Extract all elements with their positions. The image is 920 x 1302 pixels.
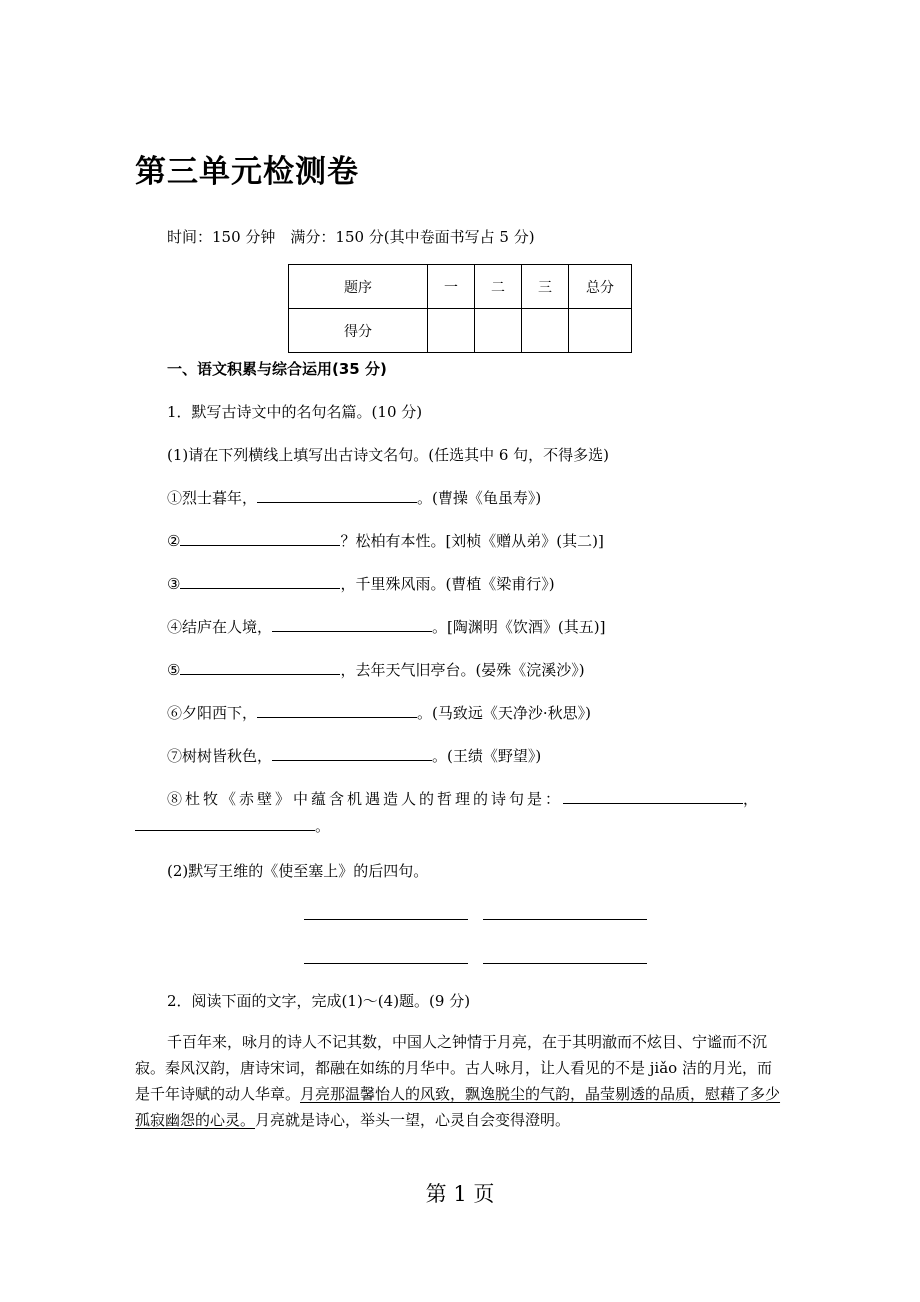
question-2-prompt: 2．阅读下面的文字，完成(1)～(4)题。(9 分) <box>167 992 471 1010</box>
question-1-prompt: 1．默写古诗文中的名句名篇。(10 分) <box>167 403 423 421</box>
answer-blank[interactable] <box>257 487 417 503</box>
answer-blank[interactable] <box>257 702 417 718</box>
question-1-part1-prompt: (1)请在下列横线上填写出古诗文名句。(任选其中 6 句，不得多选) <box>167 446 610 464</box>
table-header-cell: 总分 <box>569 265 632 309</box>
score-cell[interactable] <box>569 309 632 353</box>
list-item: ⑧杜牧《赤壁》中蕴含机遇造人的哲理的诗句是： ， <box>167 790 762 808</box>
list-item: ⑥夕阳西下， 。(马致远《天净沙·秋思》) <box>167 704 591 722</box>
score-cell[interactable] <box>428 309 475 353</box>
table-row <box>289 265 632 309</box>
list-item: ⑦树树皆秋色， 。(王绩《野望》) <box>167 747 542 765</box>
question-1-part2-prompt: (2)默写王维的《使至塞上》的后四句。 <box>167 862 429 880</box>
table-row <box>289 309 632 353</box>
score-table <box>288 264 632 353</box>
underlined-sentence: 月亮那温馨怡人的风致，飘逸脱尘的气韵，晶莹剔透的品质，慰藉了多少孤寂幽怨的心灵。 <box>135 1085 781 1129</box>
answer-blank[interactable] <box>180 530 340 546</box>
list-item: ④结庐在人境， 。[陶渊明《饮酒》(其五)] <box>167 618 606 636</box>
list-item: ③ ，千里殊风雨。(曹植《梁甫行》) <box>167 575 555 593</box>
list-item-continued: 。 <box>135 815 330 836</box>
answer-blank[interactable] <box>272 616 432 632</box>
list-item: ② ？松柏有本性。[刘桢《赠从弟》(其二)] <box>167 532 604 550</box>
list-item: ①烈士暮年， 。(曹操《龟虽寿》) <box>167 489 542 507</box>
answer-blank[interactable] <box>180 659 340 675</box>
page-title: 第三单元检测卷 <box>135 154 359 190</box>
score-cell[interactable] <box>475 309 522 353</box>
table-row-label: 得分 <box>289 309 428 353</box>
answer-blank[interactable] <box>135 815 315 831</box>
answer-blank[interactable] <box>272 745 432 761</box>
table-header-cell: 题序 <box>289 265 428 309</box>
page-number: 第 1 页 <box>425 1182 495 1206</box>
table-header-cell: 二 <box>475 265 522 309</box>
answer-blank[interactable] <box>304 963 468 964</box>
section-heading: 一、语文积累与综合运用(35 分) <box>167 360 387 378</box>
exam-meta: 时间：150 分钟 满分：150 分(其中卷面书写占 5 分) <box>167 228 535 246</box>
table-header-cell: 三 <box>522 265 569 309</box>
answer-blank[interactable] <box>483 963 647 964</box>
table-header-cell: 一 <box>428 265 475 309</box>
answer-blank[interactable] <box>483 919 647 920</box>
reading-passage: 千百年来，咏月的诗人不记其数，中国人之钟情于月亮，在于其明澈而不炫目、宁谧而不沉寂。秦风汉韵，唐诗宋词，都融在如练的月华中。古人咏月，让人看见的不是 jiǎo 洁的月光，而是千年诗赋的动人华章。月亮那温馨怡人的风致，飘逸脱尘的气韵，晶莹剔透的品质，慰藉了多少孤寂幽怨的心灵。月亮就是诗心，举头一望，心灵自会变得澄明。 <box>135 1033 781 1129</box>
answer-blank[interactable] <box>563 788 743 804</box>
answer-blank[interactable] <box>180 573 340 589</box>
answer-blank[interactable] <box>304 919 468 920</box>
score-cell[interactable] <box>522 309 569 353</box>
list-item: ⑤ ，去年天气旧亭台。(晏殊《浣溪沙》) <box>167 661 585 679</box>
